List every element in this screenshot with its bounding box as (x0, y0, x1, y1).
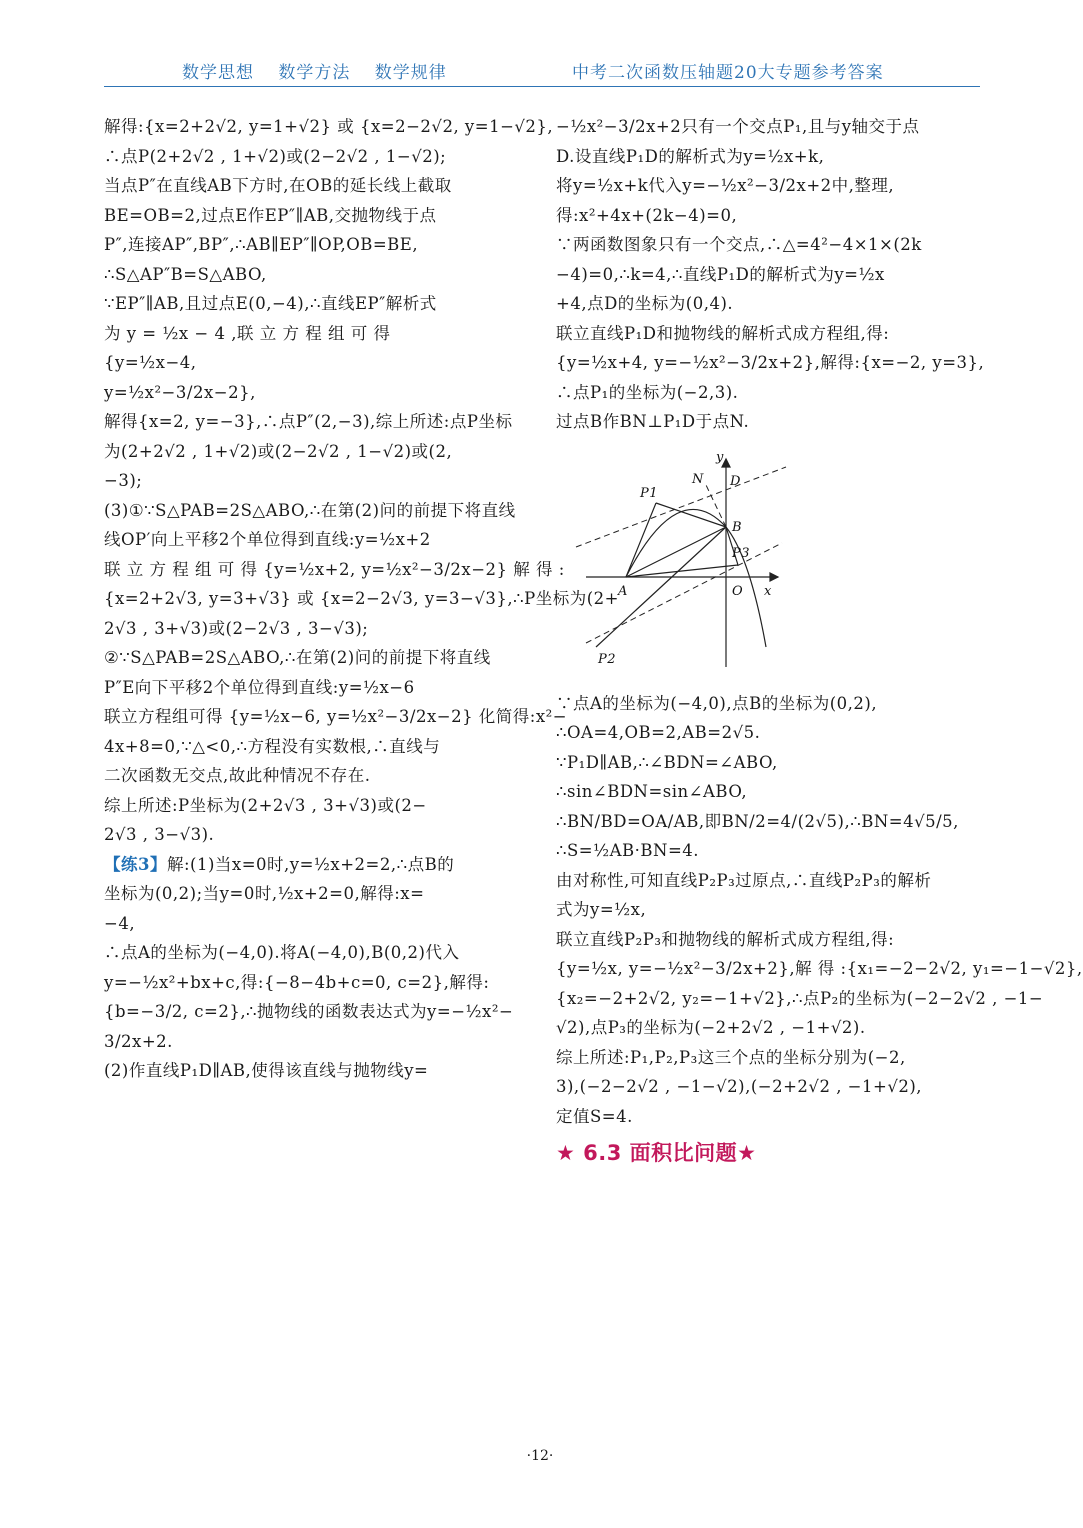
text-line: ∴sin∠BDN=sin∠ABO, (556, 782, 748, 801)
x-axis-arrow (770, 573, 778, 581)
text-line: 由对称性,可知直线P₂P₃过原点,∴直线P₂P₃的解析 (556, 870, 932, 890)
text-line: ∴BN/BD=OA/AB,即BN/2=4/(2√5),∴BN=4√5/5, (556, 811, 959, 831)
dashed-line-p1d (576, 467, 786, 547)
text-line: ∴点P(2+2√2 , 1+√2)或(2−2√2 , 1−√2); (104, 146, 447, 166)
text-line: ∴OA=4,OB=2,AB=2√5. (556, 723, 761, 742)
text-line: 过点B作BN⊥P₁D于点N. (556, 412, 750, 431)
parabola (626, 509, 766, 647)
text-line-content: 解:(1)当x=0时,y=½x+2=2,∴点B的 (166, 854, 455, 874)
text-line: ∴点A的坐标为(−4,0).将A(−4,0),B(0,2)代入 (104, 943, 460, 962)
text-line: −4)=0,∴k=4,∴直线P₁D的解析式为y=½x (556, 264, 885, 284)
text-line: BE=OB=2,过点E作EP″∥AB,交抛物线于点 (104, 205, 437, 225)
text-line: (3)①∵S△PAB=2S△ABO,∴在第(2)问的前提下将直线 (104, 500, 516, 520)
text-line: {y=½x+4, y=−½x²−3/2x+2},解得:{x=−2, y=3}, (556, 353, 985, 372)
text-line: −4, (104, 913, 136, 933)
practice-label: 【练3】 (104, 854, 167, 874)
label-a: A (618, 583, 628, 599)
text-line: ∵两函数图象只有一个交点,∴△=4²−4×1×(2k (556, 235, 922, 254)
text-line: 联立直线P₁D和抛物线的解析式成方程组,得: (556, 323, 890, 343)
label-y: y (716, 449, 724, 465)
label-o: O (732, 583, 744, 599)
text-line: ∵P₁D∥AB,∴∠BDN=∠ABO, (556, 752, 778, 772)
line-p1-b (656, 503, 726, 527)
text-line: 3),(−2−2√2 , −1−√2),(−2+2√2 , −1+√2), (556, 1077, 923, 1096)
text-line: {y=½x, y=−½x²−3/2x+2},解 得 :{x₁=−2−2√2, y₁=−1−√2}, (556, 959, 1083, 978)
text-line: 得:x²+4x+(2k−4)=0, (556, 205, 738, 225)
text-line: 为(2+2√2 , 1+√2)或(2−2√2 , 1−√2)或(2, (104, 441, 453, 461)
text-line: 2√3 , 3−√3). (104, 825, 215, 844)
line-p1-a (626, 503, 656, 577)
text-line: y=½x²−3/2x−2}, (104, 382, 256, 402)
text-line: 定值S=4. (556, 1106, 633, 1126)
text-line: 线OP′向上平移2个单位得到直线:y=½x+2 (104, 530, 431, 549)
page-header (104, 56, 980, 87)
geometry-figure (566, 447, 806, 683)
text-line: ∴点P₁的坐标为(−2,3). (556, 382, 739, 402)
text-line: ∴S△AP″B=S△ABO, (104, 264, 267, 284)
text-line (104, 850, 528, 880)
label-b: B (732, 519, 743, 535)
text-line: ∴S=½AB·BN=4. (556, 841, 700, 860)
line-p2-b (596, 527, 726, 647)
label-p3: P3 (732, 545, 751, 561)
text-line: √2),点P₃的坐标为(−2+2√2 , −1+√2). (556, 1018, 866, 1037)
section-title: ★ 6.3 面积比问题★ (556, 1141, 757, 1165)
text-line: 二次函数无交点,故此种情况不存在. (104, 766, 371, 785)
text-line: 2√3 , 3+√3)或(2−2√3 , 3−√3); (104, 618, 369, 638)
text-line: D.设直线P₁D的解析式为y=½x+k, (556, 146, 825, 166)
text-line: (2)作直线P₁D∥AB,使得该直线与抛物线y= (104, 1061, 429, 1080)
text-line: 综上所述:P₁,P₂,P₃这三个点的坐标分别为(−2, (556, 1047, 906, 1067)
text-line: P″E向下平移2个单位得到直线:y=½x−6 (104, 677, 415, 697)
line-ab (626, 527, 726, 577)
text-line: −½x²−3/2x+2只有一个交点P₁,且与y轴交于点 (556, 117, 920, 136)
text-line: 将y=½x+k代入y=−½x²−3/2x+2中,整理, (556, 176, 895, 195)
header-right: 中考二次函数压轴题20大专题参考答案 (572, 63, 884, 83)
text-line: +4,点D的坐标为(0,4). (556, 294, 734, 313)
text-line: ∵EP″∥AB,且过点E(0,−4),∴直线EP″解析式 (104, 294, 437, 313)
text-line: {x=2+2√3, y=3+√3} 或 {x=2−2√3, y=3−√3},∴P坐标为(2+ (104, 589, 619, 608)
label-n: N (692, 471, 704, 487)
text-line: 联立直线P₂P₃和抛物线的解析式成方程组,得: (556, 929, 895, 949)
right-column (556, 112, 1083, 1169)
label-x: x (764, 583, 772, 599)
text-line: 解得{x=2, y=−3},∴点P″(2,−3),综上所述:点P坐标 (104, 412, 513, 431)
text-line: 联立方程组可得 {y=½x−6, y=½x²−3/2x−2} 化简得:x²− (104, 707, 568, 726)
label-d: D (730, 473, 741, 489)
text-line: P″,连接AP″,BP″,∴AB∥EP″∥OP,OB=BE, (104, 235, 419, 254)
text-line: 4x+8=0,∵△<0,∴方程没有实数根,∴直线与 (104, 736, 441, 756)
text-line: ②∵S△PAB=2S△ABO,∴在第(2)问的前提下将直线 (104, 648, 491, 667)
text-line: 当点P″在直线AB下方时,在OB的延长线上截取 (104, 176, 452, 195)
text-line: 联 立 方 程 组 可 得 {y=½x+2, y=½x²−3/2x−2} 解 得 : (104, 559, 565, 579)
dashed-line-p2p3 (586, 543, 782, 643)
figure-svg (566, 447, 806, 683)
text-line: {b=−3/2, c=2},∴抛物线的函数表达式为y=−½x²− (104, 1002, 514, 1021)
text-line: 3/2x+2. (104, 1031, 173, 1051)
text-line: 为 y = ½x − 4 ,联 立 方 程 组 可 得 (104, 323, 391, 343)
text-line: ∵点A的坐标为(−4,0),点B的坐标为(0,2), (556, 693, 878, 713)
left-column (104, 112, 619, 1086)
text-line: y=−½x²+bx+c,得:{−8−4b+c=0, c=2},解得: (104, 972, 490, 992)
text-line: 式为y=½x, (556, 900, 647, 919)
label-p1: P1 (640, 485, 659, 501)
label-p2: P2 (598, 651, 617, 667)
text-line: {y=½x−4, (104, 353, 197, 372)
text-line: 解得:{x=2+2√2, y=1+√2} 或 {x=2−2√2, y=1−√2}, (104, 117, 554, 136)
text-line: 坐标为(0,2);当y=0时,½x+2=0,解得:x= (104, 884, 425, 903)
text-line: 综上所述:P坐标为(2+2√3 , 3+√3)或(2− (104, 795, 427, 815)
header-left: 数学思想 数学方法 数学规律 (182, 63, 447, 83)
page-number: ·12· (526, 1448, 554, 1464)
text-line: −3); (104, 471, 143, 490)
text-line: {x₂=−2+2√2, y₂=−1+√2},∴点P₂的坐标为(−2−2√2 , −1− (556, 988, 1044, 1008)
